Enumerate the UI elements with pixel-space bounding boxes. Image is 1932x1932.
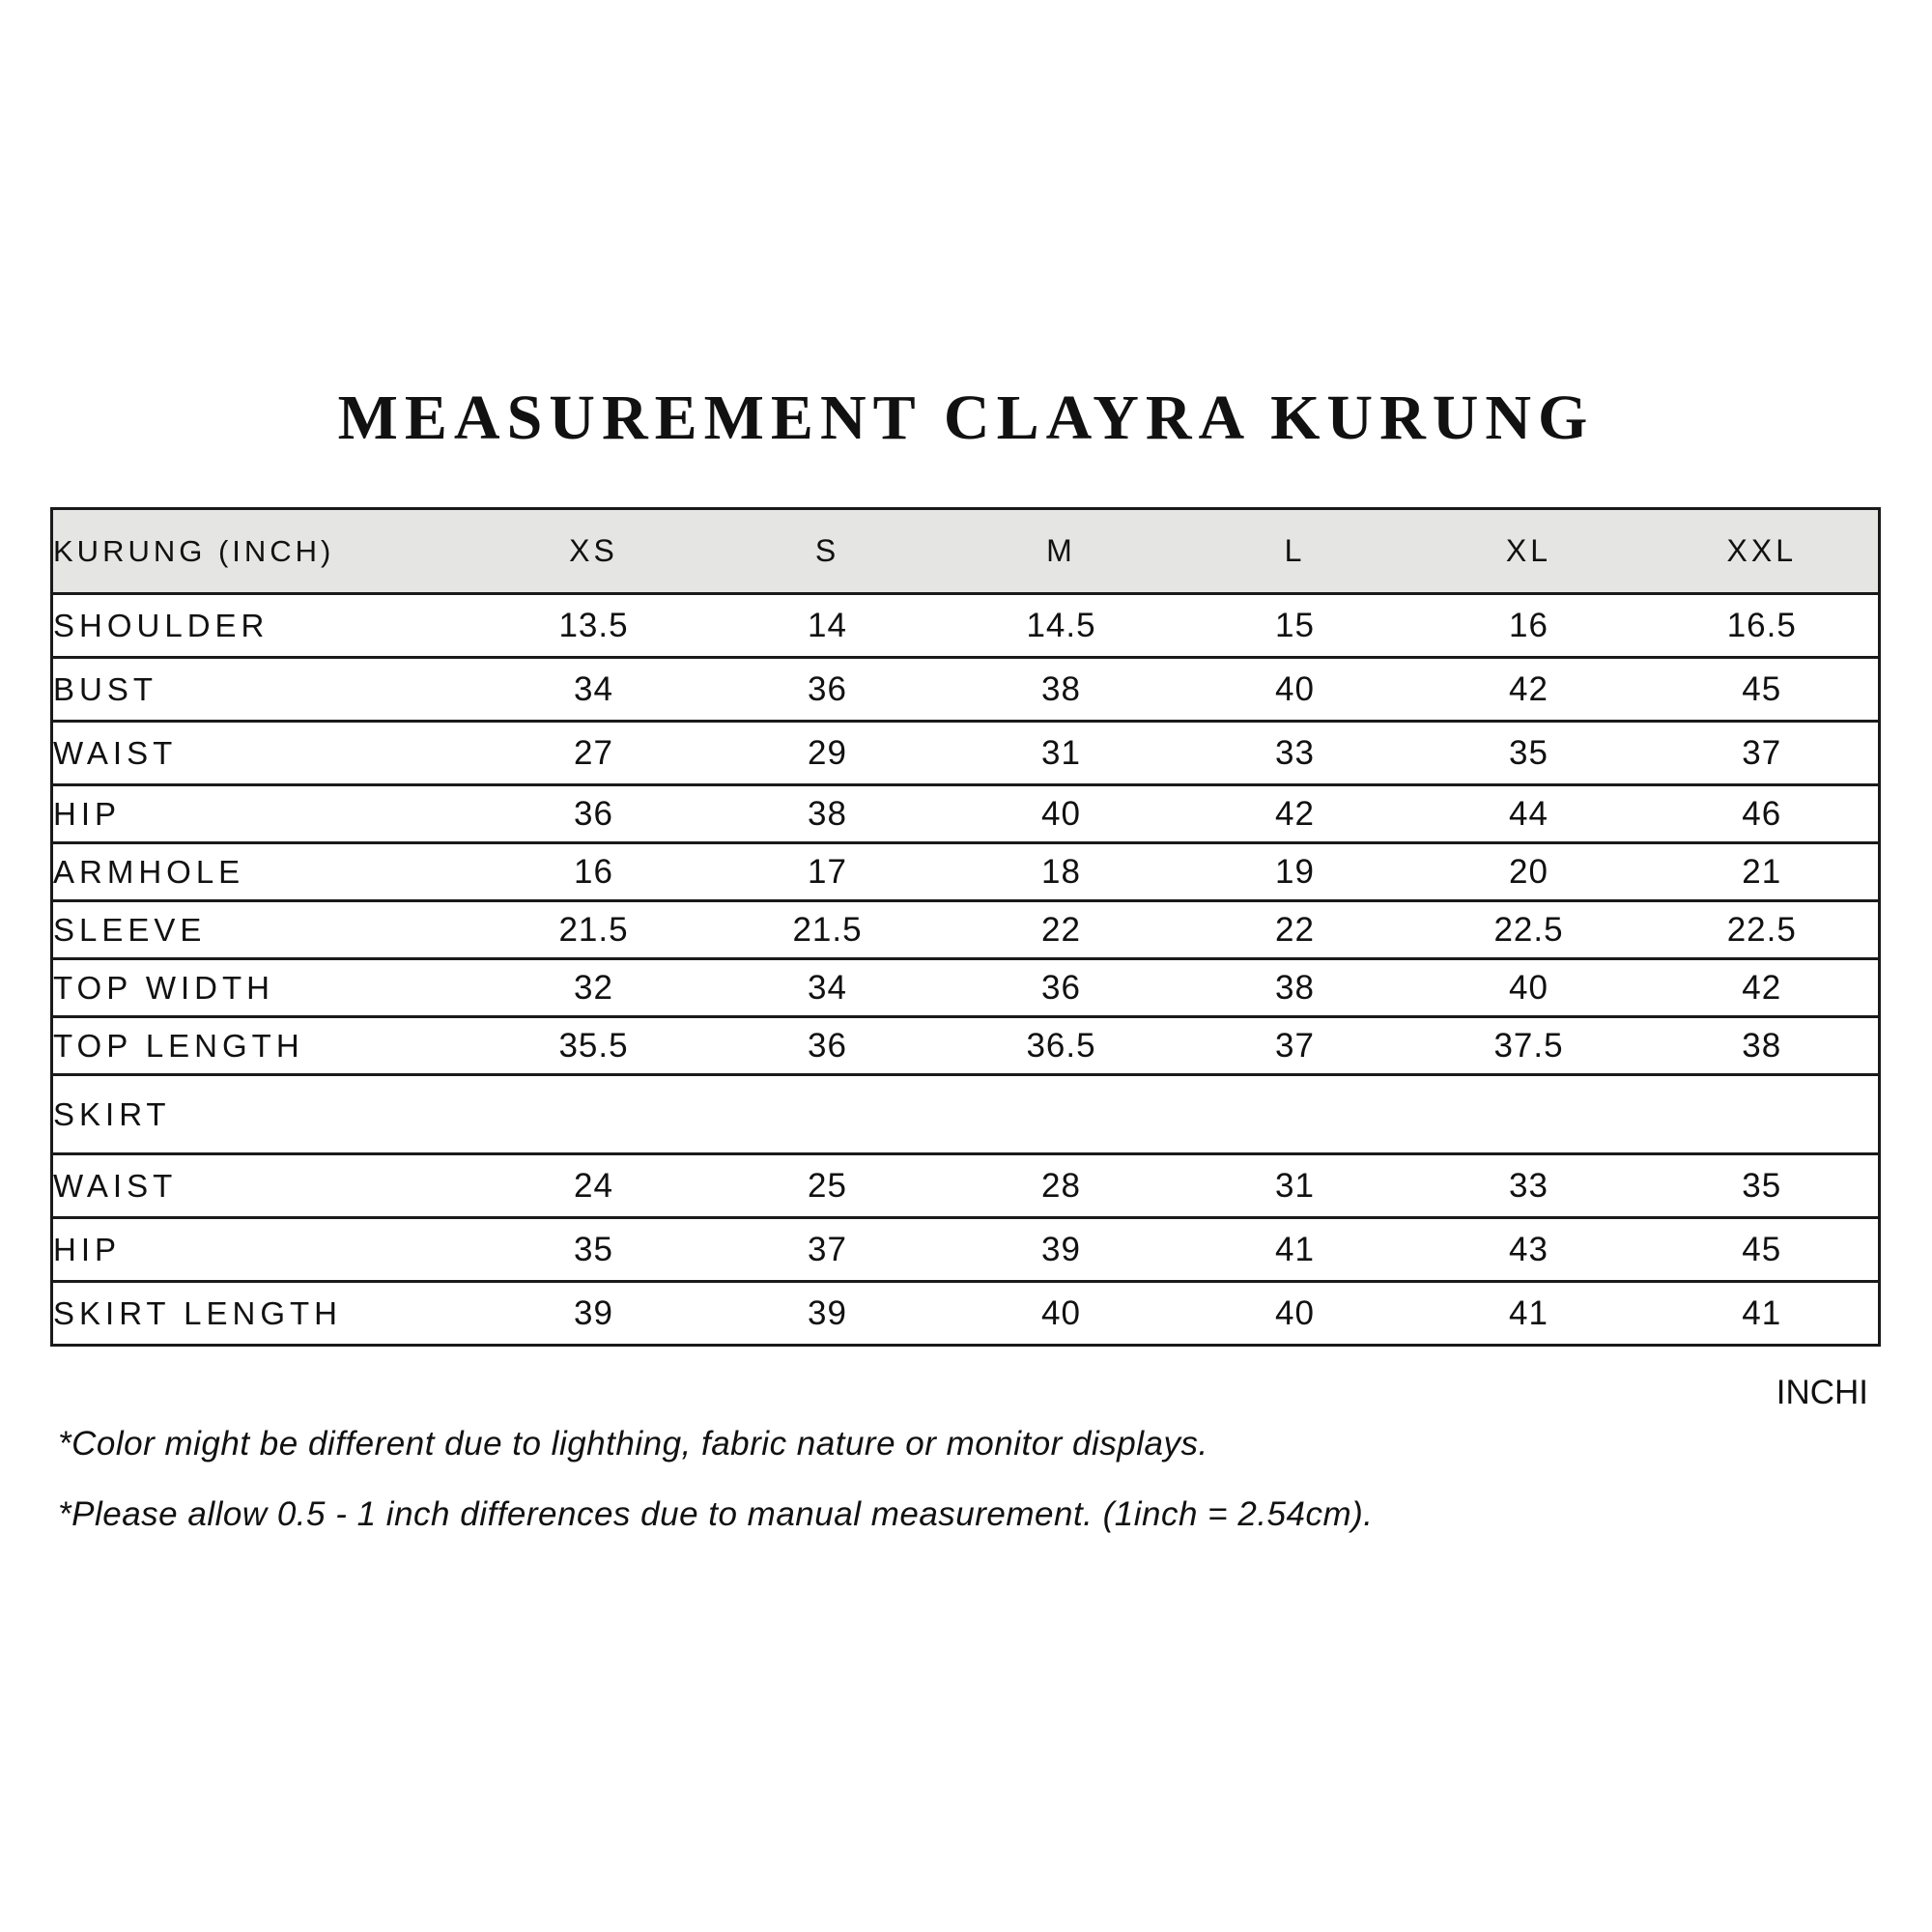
table-row-sleeve	[52, 901, 1880, 959]
table-cell: 40	[945, 785, 1179, 843]
table-cell: 33	[1179, 722, 1412, 785]
table-cell: 41	[1412, 1282, 1646, 1346]
table-cell: 21.5	[477, 901, 711, 959]
measurement-disclaimer: *Please allow 0.5 - 1 inch differences due to manual measurement. (1inch = 2.54cm).	[58, 1495, 1374, 1533]
table-cell: 35	[1412, 722, 1646, 785]
table-cell: 40	[945, 1282, 1179, 1346]
table-cell: 32	[477, 959, 711, 1017]
table-cell: 14	[711, 594, 945, 658]
row-label: HIP	[52, 1218, 477, 1282]
table-cell: 14.5	[945, 594, 1179, 658]
table-row-shoulder	[52, 594, 1880, 658]
table-header-row	[52, 509, 1880, 594]
table-cell: 22.5	[1646, 901, 1880, 959]
table-cell: 35	[477, 1218, 711, 1282]
table-cell: 42	[1412, 658, 1646, 722]
header-size-l: L	[1179, 509, 1412, 594]
page-title: MEASUREMENT CLAYRA KURUNG	[337, 383, 1595, 453]
table-cell: 22	[945, 901, 1179, 959]
table-row-skirt-waist	[52, 1154, 1880, 1218]
table-cell: 46	[1646, 785, 1880, 843]
table-cell: 20	[1412, 843, 1646, 901]
table-cell: 34	[477, 658, 711, 722]
table-cell: 36.5	[945, 1017, 1179, 1075]
table-cell: 43	[1412, 1218, 1646, 1282]
row-label: SLEEVE	[52, 901, 477, 959]
table-cell: 41	[1179, 1218, 1412, 1282]
table-cell: 38	[711, 785, 945, 843]
table-cell: 21.5	[711, 901, 945, 959]
header-size-xxl: XXL	[1646, 509, 1880, 594]
table-cell: 38	[1646, 1017, 1880, 1075]
table-cell: 16	[1412, 594, 1646, 658]
table-cell: 36	[945, 959, 1179, 1017]
header-label: KURUNG (INCH)	[52, 509, 477, 594]
row-label: BUST	[52, 658, 477, 722]
table-cell: 16	[477, 843, 711, 901]
row-label: TOP WIDTH	[52, 959, 477, 1017]
table-cell: 19	[1179, 843, 1412, 901]
table-cell: 35	[1646, 1154, 1880, 1218]
row-label: SHOULDER	[52, 594, 477, 658]
table-cell: 45	[1646, 1218, 1880, 1282]
table-cell: 31	[945, 722, 1179, 785]
table-cell: 21	[1646, 843, 1880, 901]
table-cell: 42	[1646, 959, 1880, 1017]
table-cell: 29	[711, 722, 945, 785]
table-cell: 41	[1646, 1282, 1880, 1346]
header-size-s: S	[711, 509, 945, 594]
table-cell: 39	[711, 1282, 945, 1346]
table-cell: 36	[711, 658, 945, 722]
table-row-waist	[52, 722, 1880, 785]
table-cell: 40	[1179, 1282, 1412, 1346]
row-label: WAIST	[52, 1154, 477, 1218]
table-cell: 45	[1646, 658, 1880, 722]
table-cell: 38	[1179, 959, 1412, 1017]
row-label: TOP LENGTH	[52, 1017, 477, 1075]
header-size-xs: XS	[477, 509, 711, 594]
table-cell: 24	[477, 1154, 711, 1218]
table-cell: 35.5	[477, 1017, 711, 1075]
row-label: ARMHOLE	[52, 843, 477, 901]
table-cell: 17	[711, 843, 945, 901]
table-cell: 28	[945, 1154, 1179, 1218]
header-size-m: M	[945, 509, 1179, 594]
row-label: SKIRT LENGTH	[52, 1282, 477, 1346]
table-cell: 22	[1179, 901, 1412, 959]
header-size-xl: XL	[1412, 509, 1646, 594]
table-row-skirt-hip	[52, 1218, 1880, 1282]
table-cell: 37	[711, 1218, 945, 1282]
table-cell: 36	[477, 785, 711, 843]
table-row-armhole	[52, 843, 1880, 901]
table-cell: 34	[711, 959, 945, 1017]
table-cell: 15	[1179, 594, 1412, 658]
table-row-skirt-length	[52, 1282, 1880, 1346]
table-row-top-width	[52, 959, 1880, 1017]
table-row-bust	[52, 658, 1880, 722]
table-cell: 37	[1179, 1017, 1412, 1075]
row-label: WAIST	[52, 722, 477, 785]
color-disclaimer: *Color might be different due to lighthing, fabric nature or monitor displays.	[58, 1425, 1208, 1463]
table-cell: 36	[711, 1017, 945, 1075]
table-cell: 27	[477, 722, 711, 785]
table-cell: 38	[945, 658, 1179, 722]
table-cell: 33	[1412, 1154, 1646, 1218]
table-cell: 22.5	[1412, 901, 1646, 959]
table-cell: 39	[477, 1282, 711, 1346]
table-cell: 18	[945, 843, 1179, 901]
table-cell: 44	[1412, 785, 1646, 843]
section-label: SKIRT	[52, 1075, 1880, 1154]
table-cell: 31	[1179, 1154, 1412, 1218]
table-cell: 42	[1179, 785, 1412, 843]
table-cell: 40	[1412, 959, 1646, 1017]
table-cell: 40	[1179, 658, 1412, 722]
row-label: HIP	[52, 785, 477, 843]
size-chart-table	[50, 507, 1881, 1347]
unit-note: INCHI	[1776, 1374, 1868, 1411]
table-cell: 37.5	[1412, 1017, 1646, 1075]
table-cell: 13.5	[477, 594, 711, 658]
table-cell: 37	[1646, 722, 1880, 785]
table-cell: 16.5	[1646, 594, 1880, 658]
table-cell: 39	[945, 1218, 1179, 1282]
table-row-top-length	[52, 1017, 1880, 1075]
table-cell: 25	[711, 1154, 945, 1218]
table-row-hip	[52, 785, 1880, 843]
section-row-skirt	[52, 1075, 1880, 1154]
